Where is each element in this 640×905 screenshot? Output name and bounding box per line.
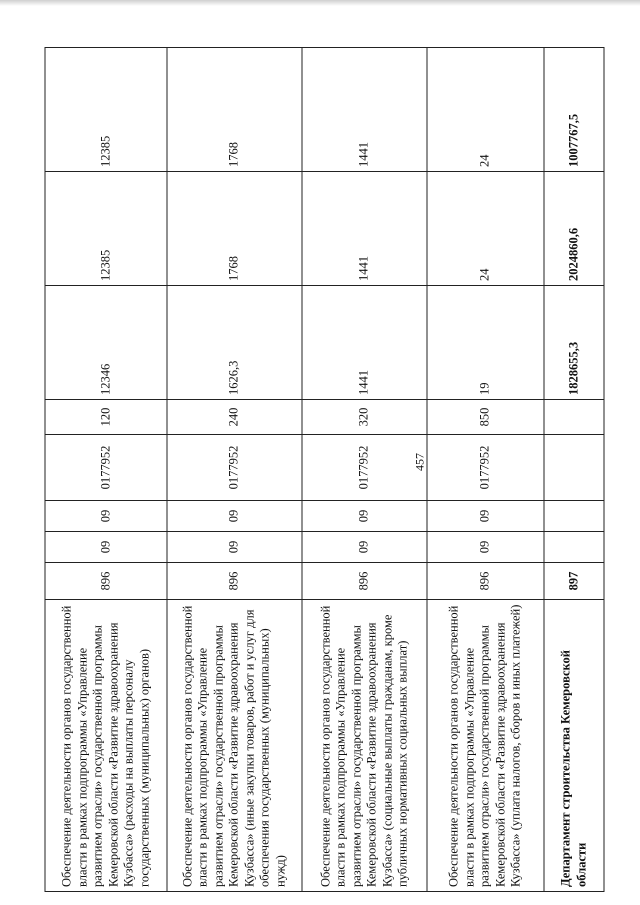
total-value-2: 2024860,6 (544, 172, 604, 286)
row-description: Обеспечение деятельности органов государственной власти в рамках подпрограммы «Управление развитием отрасли» государственной программы Кемеровской области «Развитие здравоохранения Кузбасса» (расходы на выплаты персоналу государственных (муниципальных) органов) (45, 600, 167, 892)
table-row (427, 48, 544, 892)
section-code: 09 (167, 532, 302, 563)
target-article-code: 0177952 (427, 435, 544, 501)
subsection-code: 09 (427, 501, 544, 532)
empty-cell (544, 532, 604, 563)
value-2: 12385 (45, 172, 167, 286)
expense-type-code: 850 (427, 400, 544, 435)
expense-type-code: 120 (45, 400, 167, 435)
target-article-code: 0177952 (45, 435, 167, 501)
value-1: 1441 (302, 286, 427, 400)
budget-table (45, 47, 605, 892)
table-row (302, 48, 427, 892)
rotated-table-wrapper (45, 48, 604, 892)
ministry-code: 896 (427, 563, 544, 600)
total-ministry-code: 897 (544, 563, 604, 600)
value-3: 24 (427, 48, 544, 172)
ministry-code: 896 (45, 563, 167, 600)
subsection-code: 09 (167, 501, 302, 532)
section-code: 09 (45, 532, 167, 563)
expense-type-code: 240 (167, 400, 302, 435)
subsection-code: 09 (302, 501, 427, 532)
empty-cell (544, 400, 604, 435)
total-value-1: 1828655,3 (544, 286, 604, 400)
value-2: 1768 (167, 172, 302, 286)
page-number: 457 (412, 453, 427, 471)
section-code: 09 (427, 532, 544, 563)
value-1: 12346 (45, 286, 167, 400)
subsection-code: 09 (45, 501, 167, 532)
table-row (167, 48, 302, 892)
value-3: 1441 (302, 48, 427, 172)
target-article-code: 0177952 (302, 435, 427, 501)
empty-cell (544, 435, 604, 501)
empty-cell (544, 501, 604, 532)
value-3: 1768 (167, 48, 302, 172)
total-row (544, 48, 604, 892)
table-row (45, 48, 167, 892)
total-description: Департамент строительства Кемеровской области (544, 600, 604, 892)
row-description: Обеспечение деятельности органов государственной власти в рамках подпрограммы «Управление развитием отрасли» государственной программы Кемеровской области «Развитие здравоохранения Кузбасса» (уплата налогов, сборов и иных платежей) (427, 600, 544, 892)
row-description: Обеспечение деятельности органов государственной власти в рамках подпрограммы «Управление развитием отрасли» государственной программы Кемеровской области «Развитие здравоохранения Кузбасса» (иные закупки товаров, работ и услуг для обеспечения государственных (муниципальных) нужд) (167, 600, 302, 892)
total-value-3: 1007767,5 (544, 48, 604, 172)
ministry-code: 896 (167, 563, 302, 600)
target-article-code: 0177952 (167, 435, 302, 501)
section-code: 09 (302, 532, 427, 563)
value-3: 12385 (45, 48, 167, 172)
value-1: 1626,3 (167, 286, 302, 400)
scan-edge (0, 0, 640, 6)
value-2: 24 (427, 172, 544, 286)
expense-type-code: 320 (302, 400, 427, 435)
value-1: 19 (427, 286, 544, 400)
row-description: Обеспечение деятельности органов государственной власти в рамках подпрограммы «Управление развитием отрасли» государственной программы Кемеровской области «Развитие здравоохранения Кузбасса» (социальные выплаты гражданам, кроме публичных нормативных социальных выплат) (302, 600, 427, 892)
value-2: 1441 (302, 172, 427, 286)
ministry-code: 896 (302, 563, 427, 600)
